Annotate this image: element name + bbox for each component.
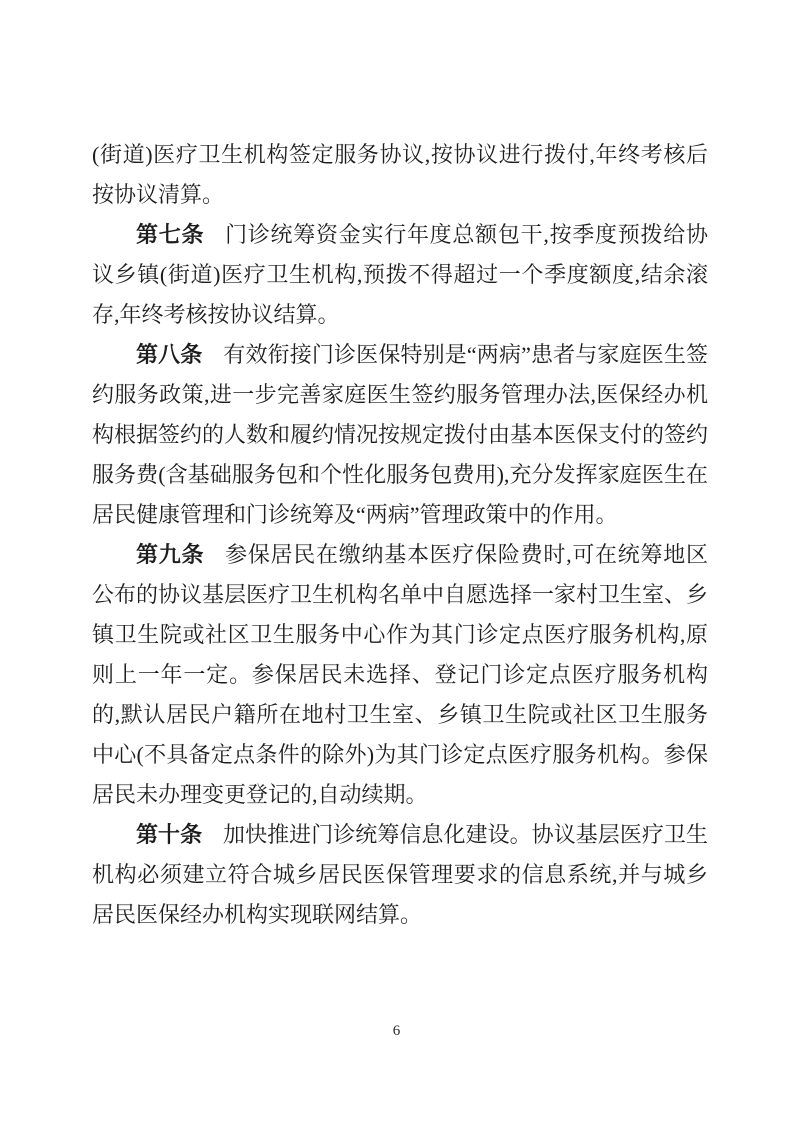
- article-9-text: 参保居民在缴纳基本医疗保险费时,可在统筹地区公布的协议基层医疗卫生机构名单中自愿选择一家村卫生室、乡镇卫生院或社区卫生服务中心作为其门诊定点医疗服务机构,原则上一年一定。参保居民未选择、登记门诊定点医疗服务机构的,默认居民户籍所在地村卫生室、乡镇卫生院或社区卫生服务中心(不具备定点条件的除外)为其门诊定点医疗服务机构。参保居民未办理变更登记的,自动续期。: [92, 542, 709, 807]
- article-7-text: 门诊统筹资金实行年度总额包干,按季度预拨给协议乡镇(街道)医疗卫生机构,预拨不得超过一个季度额度,结余滚存,年终考核按协议结算。: [92, 222, 708, 327]
- paragraph-text: (街道)医疗卫生机构签定服务协议,按协议进行拨付,年终考核后按协议清算。: [92, 142, 708, 207]
- article-10-number: 第十条: [136, 822, 203, 847]
- paragraph-continuation: [92, 135, 708, 215]
- article-9-number: 第九条: [136, 542, 205, 567]
- article-8-number: 第八条: [136, 342, 203, 367]
- article-7-number: 第七条: [136, 222, 205, 247]
- paragraph-article-10: [92, 815, 708, 935]
- document-text-block: [92, 135, 708, 935]
- paragraph-article-9: [92, 535, 708, 815]
- paragraph-article-8: [92, 335, 708, 535]
- article-10-text: 加快推进门诊统筹信息化建设。协议基层医疗卫生机构必须建立符合城乡居民医保管理要求的信息系统,并与城乡居民医保经办机构实现联网结算。: [92, 822, 708, 927]
- page-number: 6: [392, 1023, 401, 1039]
- paragraph-article-7: [92, 215, 708, 335]
- page-footer: [0, 1020, 793, 1042]
- article-8-text: 有效衔接门诊医保特别是“两病”患者与家庭医生签约服务政策,进一步完善家庭医生签约服务管理办法,医保经办机构根据签约的人数和履约情况按规定拨付由基本医保支付的签约服务费(含基础服务包和个性化服务包费用),充分发挥家庭医生在居民健康管理和门诊统筹及“两病”管理政策中的作用。: [92, 342, 709, 527]
